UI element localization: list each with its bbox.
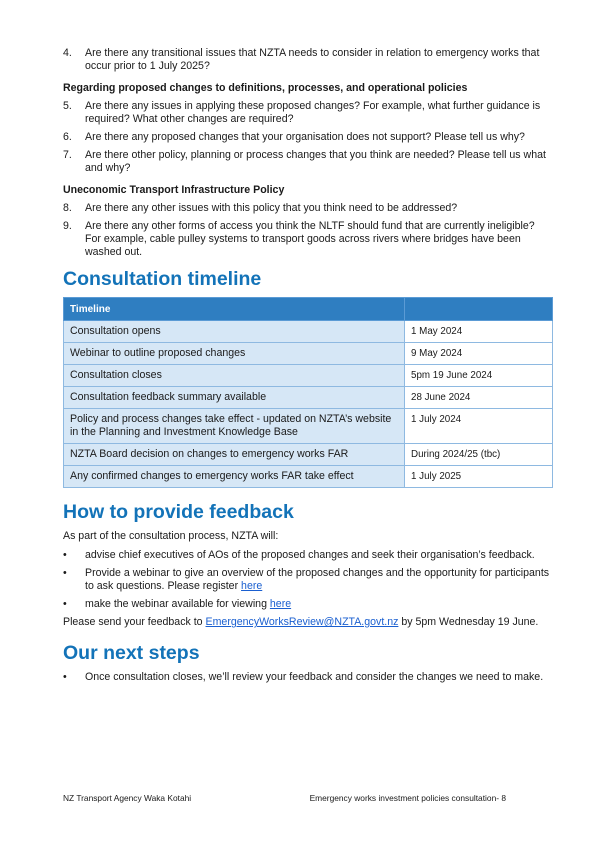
timeline-event: NZTA Board decision on changes to emergency works FAR: [64, 444, 405, 466]
timeline-event: Any confirmed changes to emergency works FAR take effect: [64, 466, 405, 488]
table-row: [64, 444, 553, 466]
next-steps-bullet-list: [63, 671, 553, 684]
feedback-bullet-text: [85, 567, 553, 593]
definitions-question-list: [63, 100, 553, 175]
send-feedback-paragraph: [63, 616, 553, 629]
next-steps-heading: Our next steps: [63, 642, 200, 664]
webinar-viewing-text: make the webinar available for viewing: [85, 598, 270, 610]
timeline-date: 28 June 2024: [405, 387, 553, 409]
feedback-email-link[interactable]: EmergencyWorksReview@NZTA.govt.nz: [205, 616, 399, 628]
timeline-event: Webinar to outline proposed changes: [64, 343, 405, 365]
page-footer: [63, 793, 506, 803]
question-text: Are there any issues in applying these proposed changes? For example, what further guidance is required? What other changes are required?: [85, 100, 541, 125]
timeline-date: 9 May 2024: [405, 343, 553, 365]
table-row: [64, 343, 553, 365]
question-number: 6.: [63, 131, 72, 143]
top-question-list: [63, 47, 553, 73]
list-item: [63, 549, 553, 562]
question-number: 5.: [63, 100, 72, 112]
timeline-table: [63, 297, 553, 488]
bullet-icon: •: [63, 598, 67, 610]
bullet-icon: •: [63, 671, 67, 683]
timeline-date: During 2024/25 (tbc): [405, 444, 553, 466]
question-item: [63, 100, 553, 126]
question-text: Are there any other issues with this policy that you think need to be addressed?: [85, 202, 458, 214]
timeline-event: Policy and process changes take effect - updated on NZTA’s website in the Planning and Investment Knowledge Base: [64, 409, 405, 444]
uneconomic-subheading: Uneconomic Transport Infrastructure Policy: [63, 184, 285, 196]
send-prefix: Please send your feedback to: [63, 616, 206, 628]
feedback-heading: How to provide feedback: [63, 501, 294, 523]
question-text: Are there other policy, planning or process changes that you think are needed? Please tell us what and why?: [85, 149, 546, 174]
timeline-event: Consultation closes: [64, 365, 405, 387]
question-number: 8.: [63, 202, 72, 214]
consultation-timeline-heading: Consultation timeline: [63, 268, 262, 290]
timeline-header-row: [64, 298, 553, 321]
feedback-bullet-text: advise chief executives of AOs of the proposed changes and seek their organisation’s feedback.: [85, 549, 535, 561]
question-text: Are there any other forms of access you think the NLTF should fund that are currently ineligible? For example, cable pulley systems to transport goods across rivers where bridges have been washed out.: [85, 220, 535, 258]
question-item: [63, 149, 553, 175]
table-row: [64, 466, 553, 488]
timeline-date: 1 July 2025: [405, 466, 553, 488]
table-row: [64, 365, 553, 387]
send-suffix: by 5pm Wednesday 19 June.: [398, 616, 539, 628]
feedback-bullet-list: [63, 549, 553, 611]
timeline-header-empty-cell: [405, 298, 553, 321]
next-steps-bullet-text: Once consultation closes, we’ll review your feedback and consider the changes we need to make.: [85, 671, 544, 683]
timeline-header-cell: Timeline: [64, 298, 405, 321]
question-item: [63, 131, 553, 144]
list-item: [63, 567, 553, 593]
timeline-event: Consultation opens: [64, 321, 405, 343]
timeline-date: 5pm 19 June 2024: [405, 365, 553, 387]
timeline-date: 1 July 2024: [405, 409, 553, 444]
list-item: [63, 598, 553, 611]
definitions-subheading: Regarding proposed changes to definitions, processes, and operational policies: [63, 82, 468, 94]
question-item: [63, 47, 553, 73]
register-here-link[interactable]: here: [241, 580, 263, 592]
timeline-date: 1 May 2024: [405, 321, 553, 343]
footer-document-title: Emergency works investment policies consultation- 8: [309, 793, 506, 803]
feedback-bullet-text: [85, 598, 553, 611]
table-row: [64, 387, 553, 409]
question-number: 7.: [63, 149, 72, 161]
table-row: [64, 321, 553, 343]
footer-organisation: NZ Transport Agency Waka Kotahi: [63, 793, 192, 803]
list-item: [63, 671, 553, 684]
timeline-event: Consultation feedback summary available: [64, 387, 405, 409]
bullet-icon: •: [63, 549, 67, 561]
question-item: [63, 220, 553, 259]
question-number: 4.: [63, 47, 72, 59]
question-text: Are there any transitional issues that NZTA needs to consider in relation to emergency works that occur prior to 1 July 2025?: [85, 47, 540, 72]
webinar-register-text: Provide a webinar to give an overview of the proposed changes and the opportunity for participants to ask questions. Please register: [85, 567, 550, 592]
viewing-here-link[interactable]: here: [269, 598, 292, 610]
uneconomic-question-list: [63, 202, 553, 259]
question-item: [63, 202, 553, 215]
feedback-intro: As part of the consultation process, NZTA will:: [63, 530, 279, 542]
table-row: [64, 409, 553, 444]
bullet-icon: •: [63, 567, 67, 579]
question-number: 9.: [63, 220, 72, 232]
page-content: [63, 47, 553, 689]
question-text: Are there any proposed changes that your organisation does not support? Please tell us why?: [85, 131, 525, 143]
